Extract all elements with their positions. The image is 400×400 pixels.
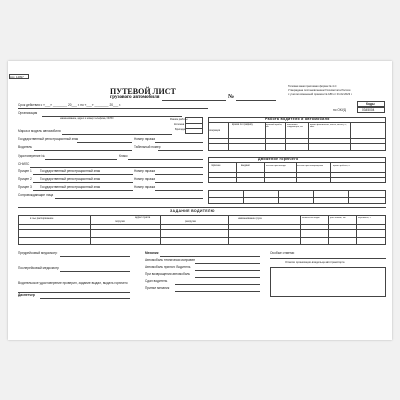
fuel-vline-1 [236,162,237,183]
column-label: Колонна [174,123,185,126]
issuer-line-3: с учетом изменений приказа № 189 от 01.02.2023 г. [288,93,353,96]
work-hline-3 [208,143,386,144]
predrejs-label: Предрейсовый медосмотр [18,251,58,255]
okud-label: по ОКУД [333,108,346,112]
fuel-hline-1 [208,162,386,163]
class-line [128,159,203,160]
series-line [162,100,226,101]
trailer1-garage-line [155,174,203,175]
task-col-1: в чье распоряжение [30,217,54,220]
work-vline-4 [308,122,309,151]
fuel-col-2: выдано [241,164,250,167]
work-col-3: нулевой пробег, км [266,124,283,129]
task-col-4: разгрузки [185,219,197,223]
car-line [62,134,172,135]
summary-vline-4 [348,190,349,204]
prinyal-line [175,291,260,292]
predrejs-line [60,256,130,257]
mechanic-line [160,256,260,257]
dispatcher-line [40,298,130,299]
task-table [18,215,386,245]
trailer3-plate: Государственный регистрационный знак [40,185,101,189]
task-vline-1 [90,215,91,245]
trailer3-garage: Номер гаража [134,185,156,189]
date-field: Срок действия с «___» ________ 20___ г. по «___» ________ 20___ г. [18,103,121,107]
paid-line-1 [270,258,386,259]
fuel-vline-4 [330,162,331,183]
work-vline-3 [285,122,286,151]
poslerejs-label: Послерейсовый медосмотр [18,266,59,270]
dispatcher-label: Диспетчер [18,293,35,297]
snils-label: СНИЛС [18,162,30,166]
work-col-2: время по графику [232,123,253,126]
date-line [18,108,208,109]
fuel-col-4: остаток при возвращении [297,165,324,167]
fuel-hline-3 [208,177,386,178]
trailer2-plate: Государственный регистрационный знак [40,177,101,181]
work-col-5: время фактически, число, месяц, ч., мин. [310,124,347,129]
task-vline-3 [228,215,229,245]
task-col-2: адрес пункта [135,215,151,219]
tabel-line [158,150,203,151]
fuel-vline-2 [264,162,265,183]
accomp-line [55,198,203,199]
car-label: Марка и модель автомобиля [18,129,61,133]
trailer1-garage: Номер гаража [134,169,156,173]
sdal-line [175,284,260,285]
form-title: ПУТЕВОЙ ЛИСТ [110,87,176,96]
driver-line [34,150,132,151]
brigade-label: Бригада [175,128,185,131]
fuel-hline-2 [208,172,386,173]
okud-code: 0345004 [362,107,375,112]
work-vline-5 [350,122,351,151]
task-col-5: наименование груза [238,217,262,220]
task-top-line [18,207,386,208]
returned-label: При возвращении автомобиль [145,272,191,276]
wm-line-2 [185,128,203,129]
licence-line [45,159,117,160]
reg-plate-line [77,142,132,143]
trailer1-label: Прицеп 1 [18,169,32,173]
tabel-label: Табельный номер [134,145,161,149]
fuel-col-3: остаток при выезде [266,165,286,167]
fuel-section-title: Движение горючего [258,157,299,161]
fuel-col-1: горючее [211,164,221,167]
accepted-label: Автомобиль принял: Водитель [145,265,191,269]
work-vline-1 [228,122,229,151]
kod-label: Коды [366,101,375,106]
task-vline-2 [160,215,161,245]
trailer3-label: Прицеп 3 [18,185,32,189]
reg-plate-label: Государственный регистрационный знак [18,137,79,141]
work-mode-label: Режим работы [170,118,188,121]
task-col-3: погрузки [115,219,125,223]
form-subtitle: грузового автомобиля [110,95,160,100]
task-hline-1 [18,224,386,225]
returned-line [195,277,260,278]
poslerejs-line [60,271,130,272]
summary-vline-2 [278,190,279,204]
garage-line [155,142,203,143]
licence-label: Удостоверение № [18,154,45,158]
trailer2-label: Прицеп 2 [18,177,32,181]
snils-line [30,167,203,168]
form-number-sign: № [228,94,235,100]
task-col-7: расстояние, км [330,217,346,219]
notes-label: Отметки организации-владельца автотранспорта [285,261,345,264]
trailer1-line [33,174,133,175]
garage-label: Номер гаража [134,137,156,141]
wm-line-1 [185,123,203,124]
work-col-1: операция [209,129,221,132]
organization-hint: наименование, адрес и номер телефона, ОКПО [60,116,114,120]
work-col-4: показания спидометра, км [287,124,303,129]
trailer2-line [33,182,133,183]
task-vline-6 [356,215,357,245]
mechanic-label: Механик [145,251,159,255]
work-section-title: Работа водителя и автомобиля [265,117,330,121]
number-line [236,100,276,101]
notes-box [270,267,386,297]
organization-label: Организация [18,111,38,115]
tech-label: Водительское удостоверение проверил, задание выдал, выдать горючего [18,281,128,285]
task-col-8: перевезти, т [358,217,371,219]
trailer3-garage-line [155,190,203,191]
task-vline-5 [328,215,329,245]
sdal-label: Сдал водитель [145,279,168,283]
trailer1-plate: Государственный регистрационный знак [40,169,101,173]
issuer-line-1: Типовая межотраслевая форма № 4-С [288,85,337,88]
accepted-line [195,270,260,271]
trailer2-garage: Номер гаража [134,177,156,181]
task-section-title: ЗАДАНИЕ ВОДИТЕЛЮ [170,209,215,213]
article-code: Арт. 14097 [10,75,24,79]
work-hline-2 [208,138,386,139]
driver-label: Водитель [18,145,33,149]
fuel-col-5: время работы, ч. [333,165,351,167]
issuer-line-2: Утверждена постановлением Госкомстата России [288,89,351,92]
task-hline-3 [18,237,386,238]
summary-vline-1 [243,190,244,204]
trailer3-line [33,190,133,191]
task-vline-4 [300,215,301,245]
techok-line [195,263,260,264]
paid-label: Особые отметки [270,251,295,255]
prinyal-label: Принял механик [145,286,170,290]
article-box [9,74,29,79]
trailer2-garage-line [155,182,203,183]
class-label: Класс [119,154,128,158]
task-hline-2 [18,229,386,230]
accomp-label: Сопровождающие лица [18,193,54,197]
summary-vline-3 [313,190,314,204]
summary-hline [208,197,386,198]
task-col-6: количество ездок [302,217,320,219]
techok-label: Автомобиль технически исправен [145,258,196,262]
